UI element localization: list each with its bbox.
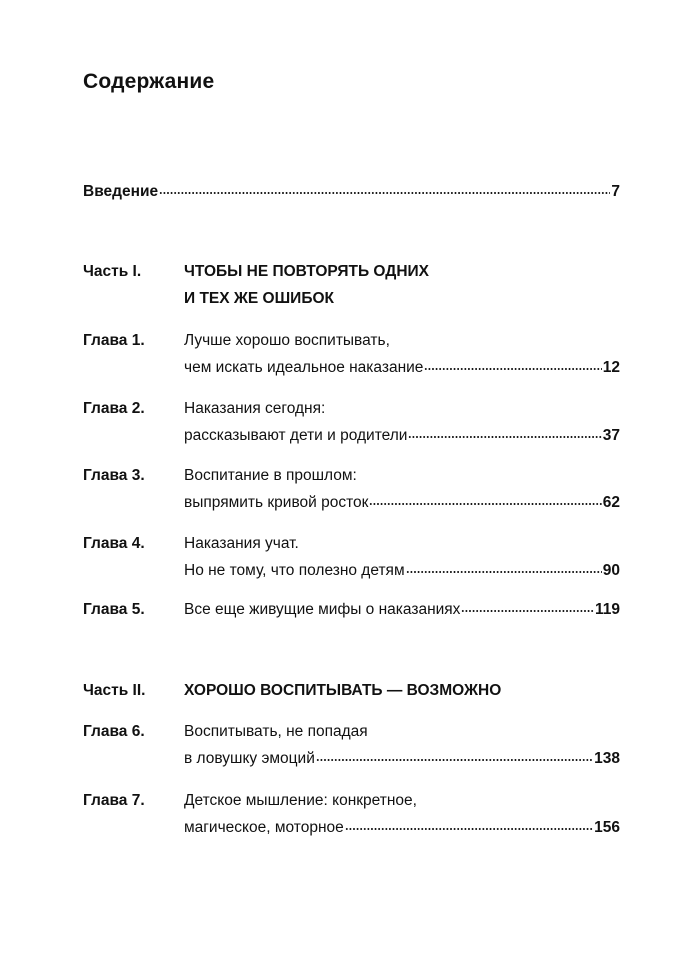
part-title-line: ЧТОБЫ НЕ ПОВТОРЯТЬ ОДНИХ — [184, 263, 430, 280]
chapter-title-line: в ловушку эмоций — [184, 750, 315, 767]
chapter-title-line: Но не тому, что полезно детям — [184, 562, 405, 579]
chapter-title-line: Воспитывать, не попадая — [184, 723, 368, 740]
chapter-title-line: Детское мышление: конкретное, — [184, 792, 417, 809]
chapter-title-line: Лучше хорошо воспитывать, — [184, 332, 390, 349]
page-number: 90 — [602, 562, 620, 579]
chapter-title-line: магическое, моторное — [184, 819, 344, 836]
part-title-line: И ТЕХ ЖЕ ОШИБОК — [184, 290, 334, 307]
chapter-title-line: Все еще живущие мифы о наказаниях — [184, 601, 461, 618]
part-label: Часть I. — [83, 263, 142, 280]
chapter-title-line: Наказания сегодня: — [184, 400, 326, 417]
page-number: 12 — [602, 359, 620, 376]
dot-leader — [461, 609, 594, 613]
chapter-title-line: выпрямить кривой росток — [184, 494, 369, 511]
dot-leader — [408, 435, 601, 439]
chapter-label: Глава 1. — [83, 332, 145, 349]
part-label: Часть II. — [83, 682, 146, 699]
page-number: 62 — [602, 494, 620, 511]
chapter-title-line: чем искать идеальное наказание — [184, 359, 424, 376]
page-title: Содержание — [83, 70, 215, 93]
dot-leader — [159, 191, 610, 195]
page-number: 156 — [594, 819, 620, 836]
chapter-title-line: Наказания учат. — [184, 535, 299, 552]
chapter-label: Глава 5. — [83, 601, 145, 618]
chapter-label: Глава 2. — [83, 400, 145, 417]
chapter-label: Глава 3. — [83, 467, 145, 484]
dot-leader — [406, 570, 602, 574]
chapter-label: Глава 6. — [83, 723, 145, 740]
chapter-title-line: рассказывают дети и родители — [184, 427, 408, 444]
toc-intro[interactable] — [83, 178, 620, 205]
chapter-title-line: Воспитание в прошлом: — [184, 467, 357, 484]
part-title-line: ХОРОШО ВОСПИТЫВАТЬ — ВОЗМОЖНО — [184, 682, 502, 699]
chapter-label: Глава 4. — [83, 535, 145, 552]
chapter-label: Глава 7. — [83, 792, 145, 809]
dot-leader — [316, 758, 593, 762]
page-number: 7 — [611, 183, 620, 200]
page-number: 119 — [594, 601, 620, 618]
dot-leader — [345, 827, 593, 831]
page-number: 138 — [594, 750, 620, 767]
page-number: 37 — [602, 427, 620, 444]
dot-leader — [424, 367, 601, 371]
intro-label: Введение — [83, 183, 159, 200]
dot-leader — [369, 502, 601, 506]
